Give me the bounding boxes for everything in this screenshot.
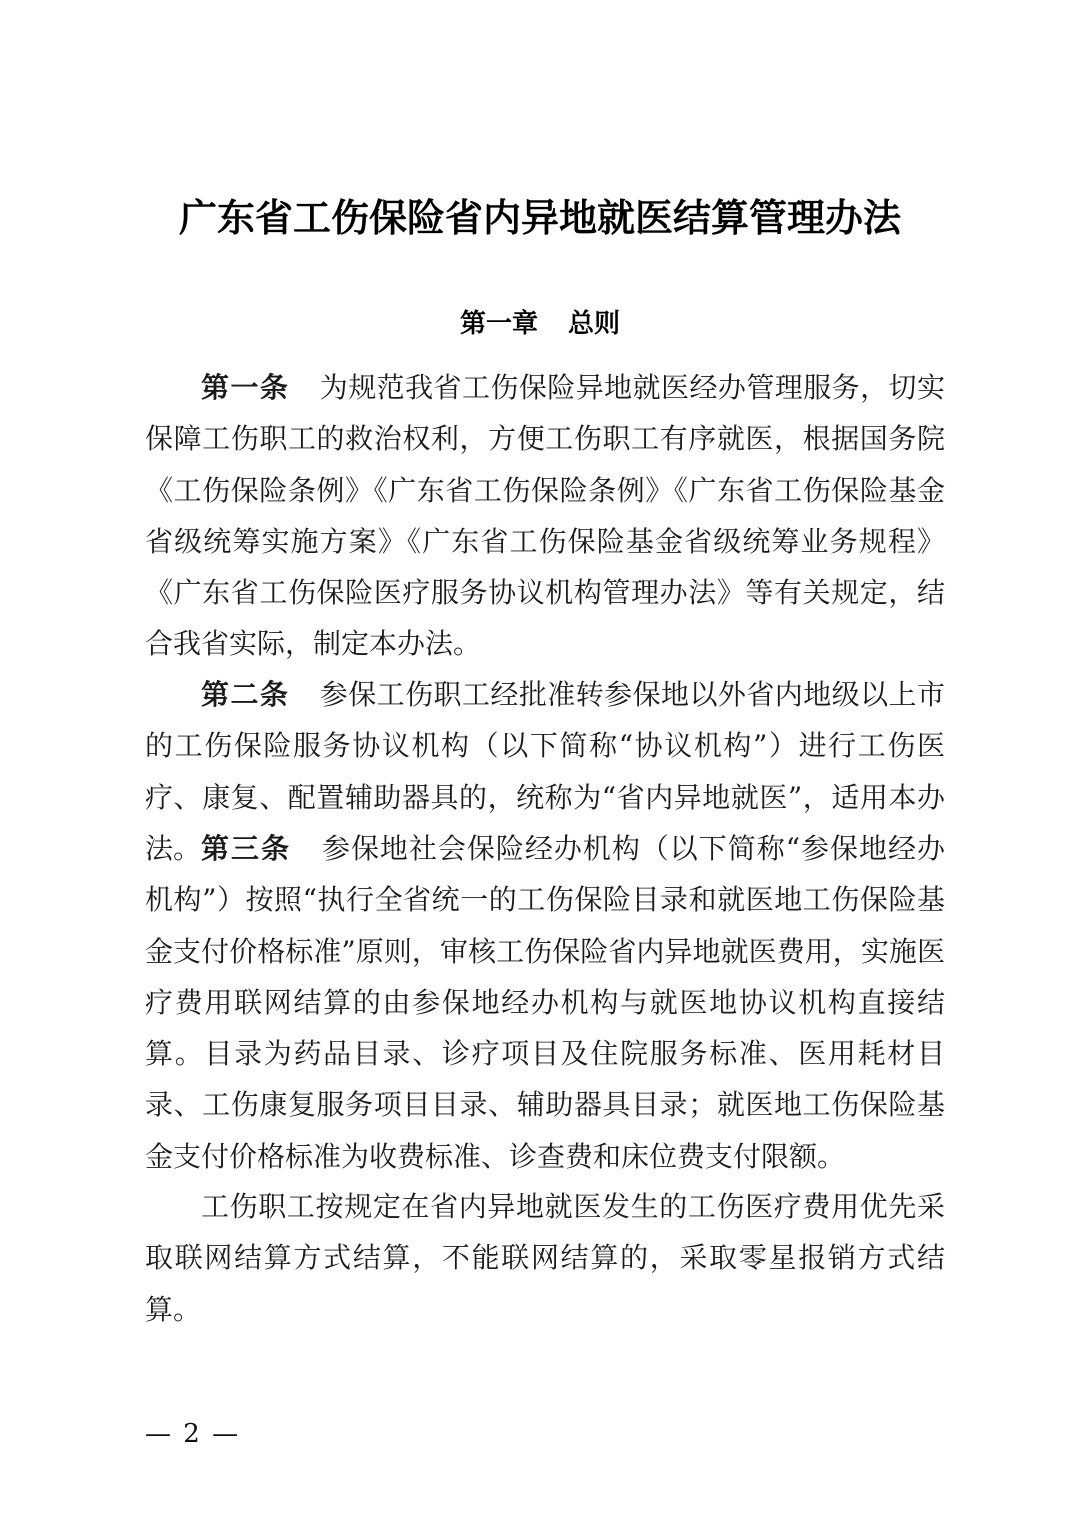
page-number: — 2 — [145,1419,241,1449]
article-paragraph [145,823,945,1182]
closing-paragraph: 工伤职工按规定在省内异地就医发生的工伤医疗费用优先采取联网结算方式结算，不能联网结算的，采取零星报销方式结算。 [145,1190,945,1326]
article-text: 参保地社会保险经办机构（以下简称“参保地经办机构”）按照“执行全省统一的工伤保险目录和就医地工伤保险基金支付价格标准”原则，审核工伤保险省内异地就医费用，实施医疗费用联网结算的由参保地经办机构与就医地协议机构直接结算。目录为药品目录、诊疗项目及住院服务标准、医用耗材目录、工伤康复服务项目目录、辅助器具目录；就医地工伤保险基金支付价格标准为收费标准、诊查费和床位费支付限额。 [145,832,945,1173]
chapter-name: 总则 [568,309,621,339]
article-text: 为规范我省工伤保险异地就医经办管理服务，切实保障工伤职工的救治权利，方便工伤职工有序就医，根据国务院《工伤保险条例》《广东省工伤保险条例》《广东省工伤保险基金省级统筹实施方案》《广东省工伤保险基金省级统筹业务规程》《广东省工伤保险医疗服务协议机构管理办法》等有关规定，结合我省实际，制定本办法。 [145,371,945,661]
article-paragraph [145,362,945,670]
chapter-heading [0,302,1080,346]
document-title: 广东省工伤保险省内异地就医结算管理办法 [178,196,901,240]
article-label: 第三条 [201,832,291,865]
article-text: 参保工伤职工经批准转参保地以外省内地级以上市的工伤保险服务协议机构（以下简称“协议机构”）进行工伤医疗、康复、配置辅助器具的，统称为“省内异地就医”，适用本办法。 [145,678,945,865]
article-label: 第一条 [201,371,290,404]
chapter-number: 第一章 [459,309,538,339]
article-label: 第二条 [201,678,290,711]
